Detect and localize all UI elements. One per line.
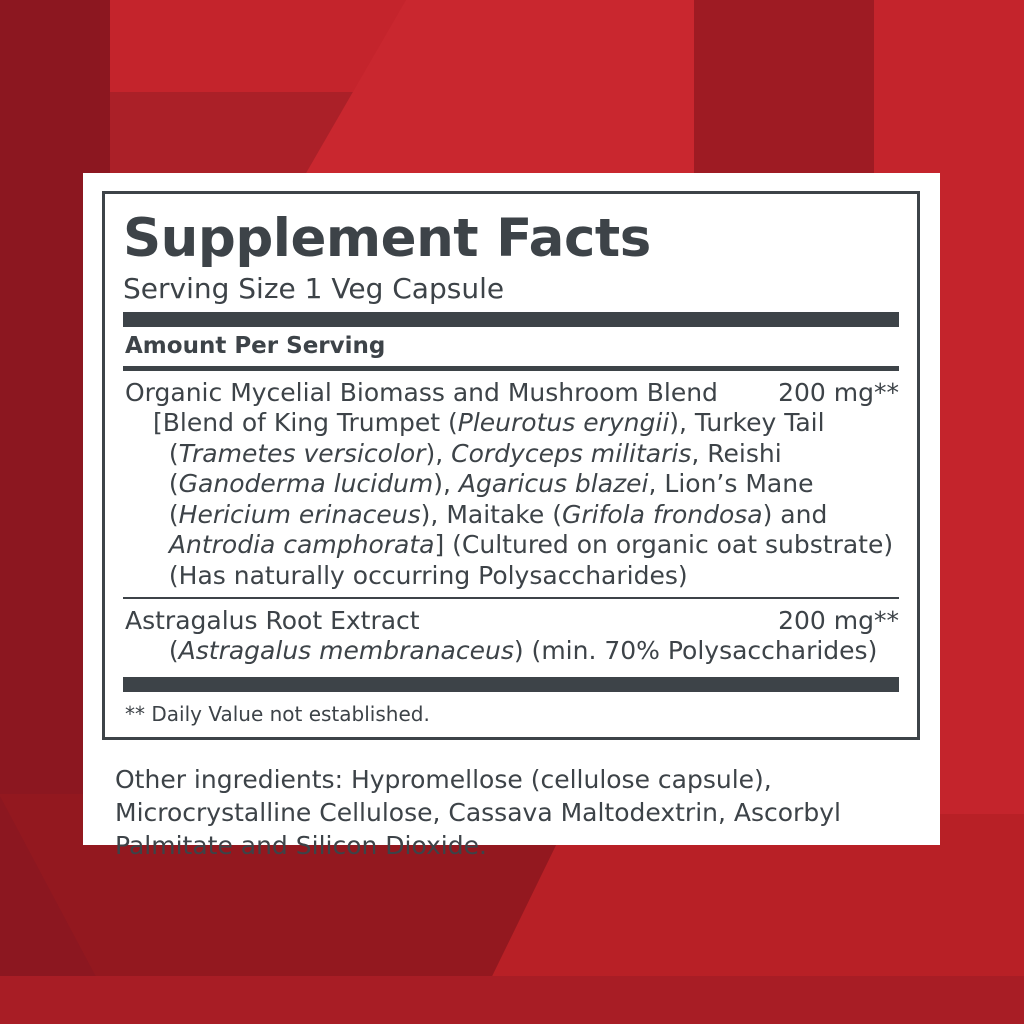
supplement-label-panel <box>83 173 940 860</box>
daily-value-footnote: ** Daily Value not established. <box>125 701 430 726</box>
nutrient-amount: 200 mg** <box>778 378 899 407</box>
nutrient-amount: 200 mg** <box>778 606 899 635</box>
other-ingredients-text: Other ingredients: Hypromellose (cellulose capsule), Microcrystalline Cellulose, Cassava Maltodextrin, Ascorbyl Palmitate and Silicon Dioxide. <box>115 765 841 860</box>
nutrient-detail-line: (Trametes versicolor), Cordyceps militaris, Reishi <box>153 438 782 468</box>
page-title: Supplement Facts <box>123 208 651 269</box>
nutrient-row-mushroom-blend <box>123 371 899 597</box>
nutrient-name: Organic Mycelial Biomass and Mushroom Blend <box>125 378 718 407</box>
amount-per-serving-header: Amount Per Serving <box>125 333 386 359</box>
nutrient-row-astragalus <box>123 599 899 673</box>
serving-size-text: Serving Size 1 Veg Capsule <box>123 272 505 305</box>
nutrient-name: Astragalus Root Extract <box>125 606 420 635</box>
divider-thick-bottom <box>123 677 899 692</box>
nutrient-detail-line: (Astragalus membranaceus) (min. 70% Polysaccharides) <box>153 636 878 665</box>
nutrient-detail-line: (Has naturally occurring Polysaccharides) <box>153 560 688 590</box>
nutrient-detail-line: [Blend of King Trumpet (Pleurotus eryngii), Turkey Tail <box>153 408 825 437</box>
nutrient-detail-line: (Hericium erinaceus), Maitake (Grifola frondosa) and <box>153 499 828 529</box>
nutrient-name-row <box>125 605 899 636</box>
nutrient-detail-line: Antrodia camphorata] (Cultured on organic oat substrate) <box>168 530 894 559</box>
supplement-facts-box <box>102 191 920 740</box>
nutrient-name-row <box>125 377 899 408</box>
divider-thick-top <box>123 312 899 327</box>
nutrient-detail-line: (Ganoderma lucidum), Agaricus blazei, Lion’s Mane <box>153 469 814 498</box>
background-bottom-strip <box>0 976 1024 1024</box>
